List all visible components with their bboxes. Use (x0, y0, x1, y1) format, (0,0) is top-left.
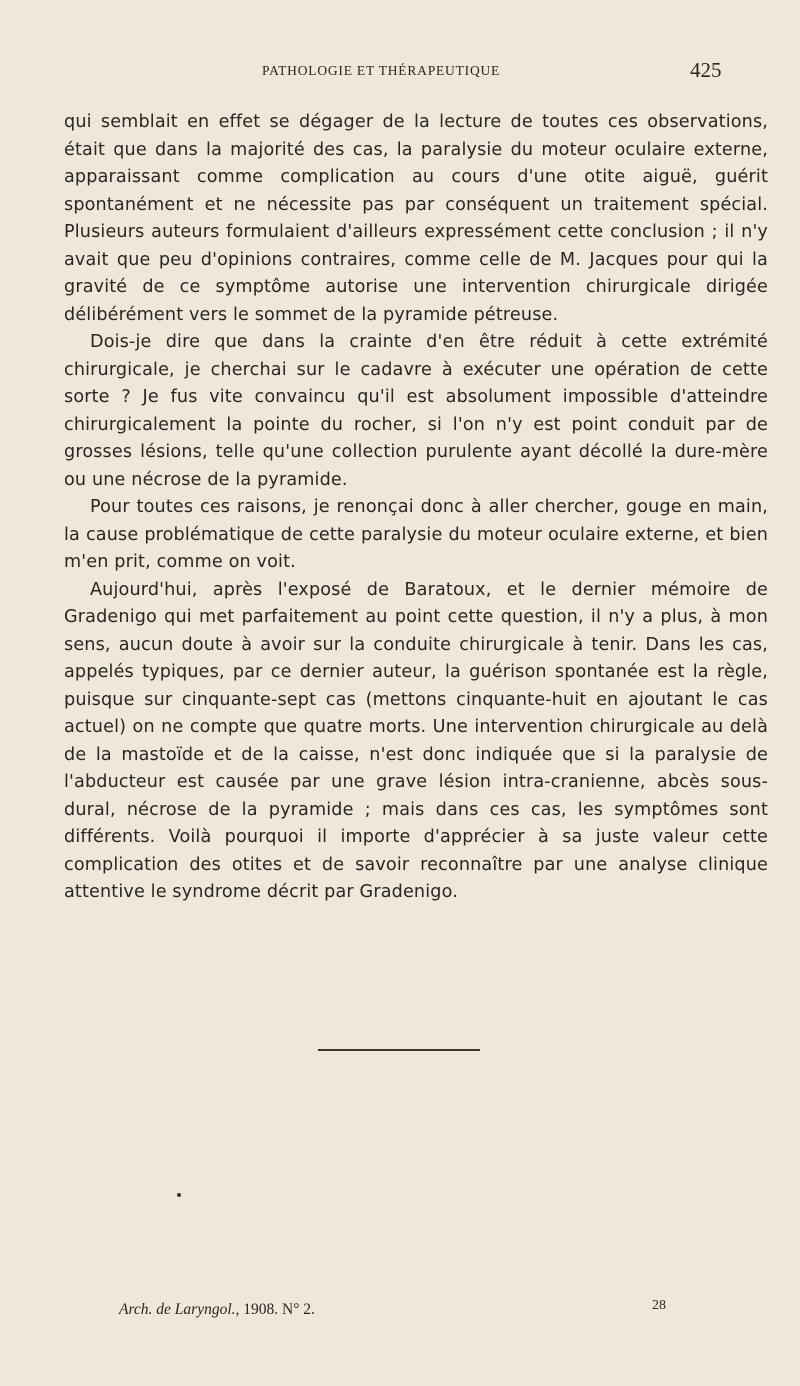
footer-mark (177, 1193, 181, 1197)
section-divider (318, 1049, 480, 1051)
paragraph-2: Dois-je dire que dans la crainte d'en être réduit à cette extrémité chirurgicale, je cherchai sur le cadavre à exécuter une opération de cette sorte ? Je fus vite convaincu qu'il est absolument impossible d'atteindre chirurgicalement la pointe du rocher, si l'on n'y est point conduit par de grosses lésions, telle qu'une collection purulente ayant décollé la dure-mère ou une nécrose de la pyramide. (64, 332, 768, 490)
journal-issue: 1908. N° 2. (239, 1301, 315, 1318)
page-number: 425 (690, 58, 722, 82)
running-title: PATHOLOGIE ET THÉRAPEUTIQUE (262, 63, 501, 78)
paragraph-4: Aujourd'hui, après l'exposé de Baratoux, et le dernier mémoire de Gradenigo qui met parfaitement au point cette question, il n'y a plus, à mon sens, aucun doute à avoir sur la conduite chirurgicale à tenir. Dans les cas, appelés typiques, par ce dernier auteur, la guérison spontanée est la règle, puisque sur cinquante-sept cas (mettons cinquante-huit en ajoutant le cas actuel) on ne compte que quatre morts. Une intervention chirurgicale au delà de la mastoïde et de la caisse, n'est donc indiquée que si la paralysie de l'abducteur est causée par une grave lésion intra-cranienne, abcès sous-dural, nécrose de la pyramide ; mais dans ces cas, les symptômes sont différents. Voilà pourquoi il importe d'apprécier à sa juste valeur cette complication des otites et de savoir reconnaître par une analyse clinique attentive le syndrome décrit par Gradenigo. (64, 579, 768, 902)
body-text (64, 109, 768, 907)
paragraph-3: Pour toutes ces raisons, je renonçai donc à aller chercher, gouge en main, la cause problématique de cette paralysie du moteur oculaire externe, et bien m'en prit, comme on voit. (64, 497, 768, 572)
signature-number: 28 (652, 1298, 666, 1313)
journal-name: Arch. de Laryngol., (119, 1301, 240, 1318)
paragraph-1: qui semblait en effet se dégager de la lecture de toutes ces observations, était que dans la majorité des cas, la paralysie du moteur oculaire externe, apparaissant comme complication au cours d'une otite aiguë, guérit spontanément et ne nécessite pas par conséquent un traitement spécial. Plusieurs auteurs formulaient d'ailleurs expressément cette conclusion ; il n'y avait que peu d'opinions contraires, comme celle de M. Jacques pour qui la gravité de ce symptôme autorise une intervention chirurgicale dirigée délibérément vers le sommet de la pyramide pétreuse. (64, 112, 768, 325)
footer-citation (119, 1301, 315, 1319)
